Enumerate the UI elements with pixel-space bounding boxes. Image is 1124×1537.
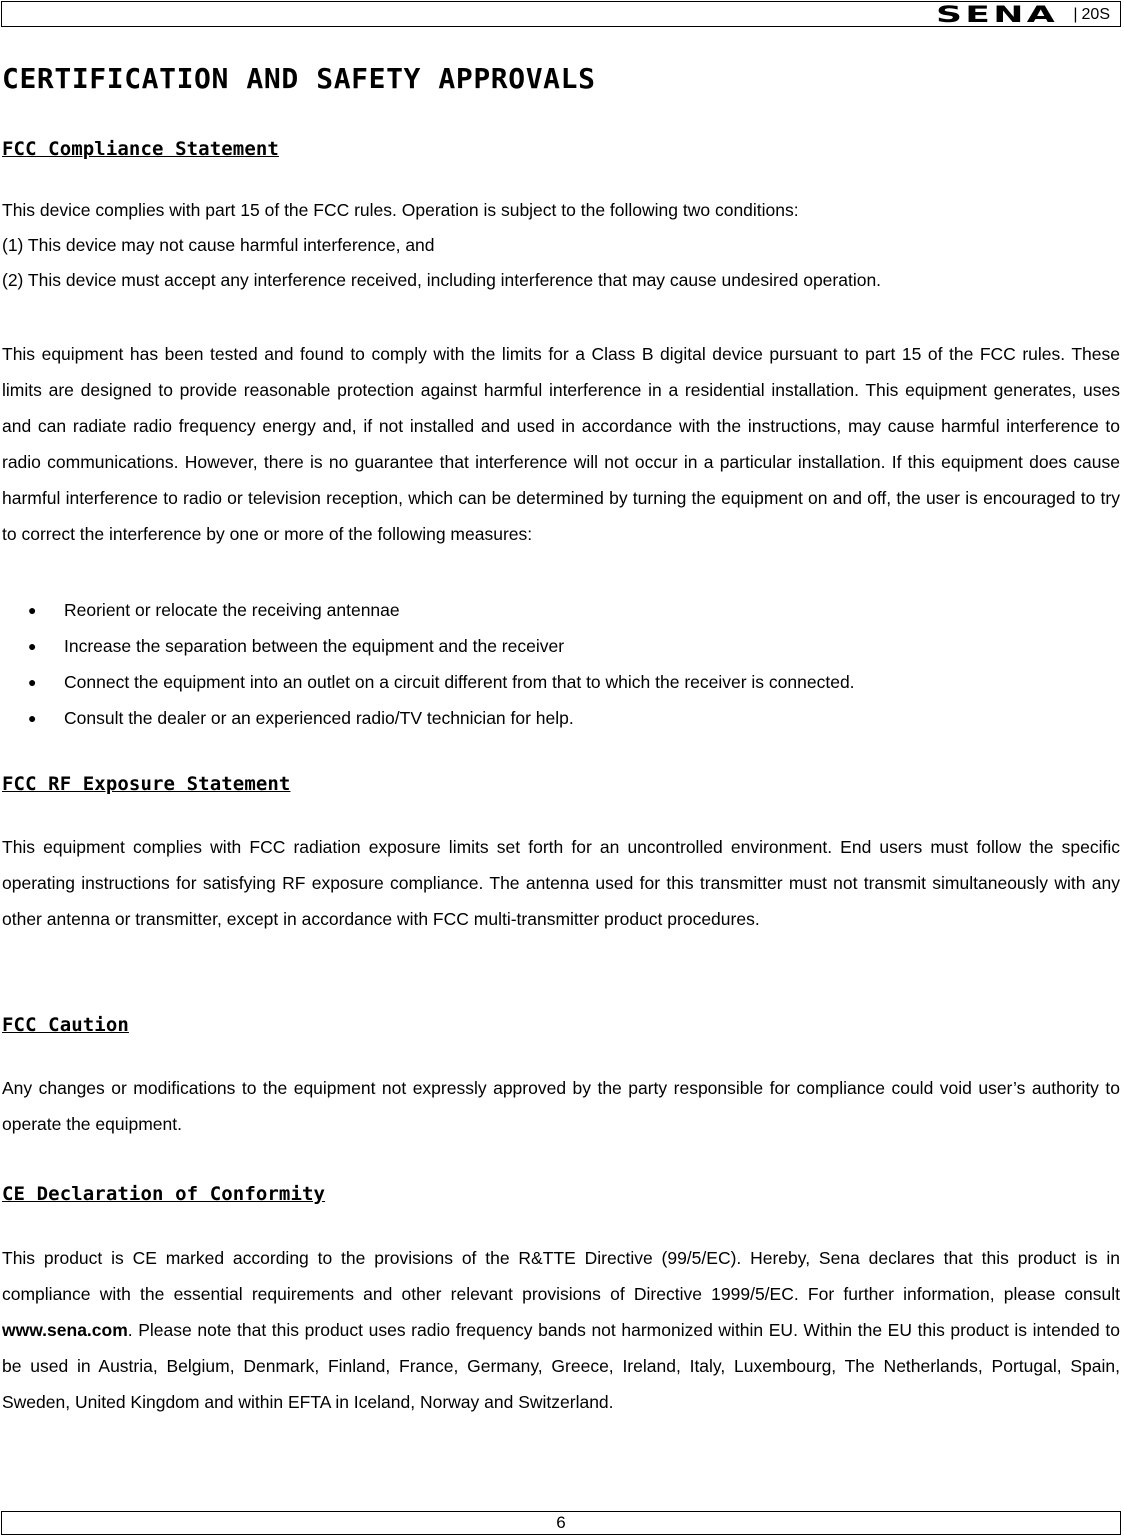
page-title: CERTIFICATION AND SAFETY APPROVALS (2, 62, 596, 95)
bullet-icon: ● (28, 710, 37, 726)
fcc-compliance-heading: FCC Compliance Statement (2, 138, 279, 160)
fcc-rf-body: This equipment complies with FCC radiation exposure limits set forth for an uncontrolled environment. End users must follow the specific operating instructions for satisfying RF exposure compliance. The antenna used for this transmitter must not transmit simultaneously with any other antenna or transmitter, except in accordance with FCC multi-transmitter product procedures. (2, 837, 1120, 929)
header-separator: | (1073, 6, 1078, 23)
measure-text: Increase the separation between the equipment and the receiver (64, 636, 565, 656)
page-header (1, 1, 1121, 27)
list-item (2, 700, 855, 736)
sena-website-link: www.sena.com (2, 1320, 128, 1340)
model-label (1073, 5, 1110, 25)
fcc-caution-body: Any changes or modifications to the equipment not expressly approved by the party responsible for compliance could void user’s authority to operate the equipment. (2, 1078, 1120, 1134)
fcc-rf-heading: FCC RF Exposure Statement (2, 773, 291, 795)
measure-text: Consult the dealer or an experienced radio/TV technician for help. (64, 708, 574, 728)
interference-measures-list (2, 592, 855, 736)
fcc-condition-2: (2) This device must accept any interference received, including interference that may cause undesired operation. (2, 270, 882, 290)
fcc-compliance-body: This equipment has been tested and found to comply with the limits for a Class B digital device pursuant to part 15 of the FCC rules. These limits are designed to provide reasonable protection against harmful interference in a residential installation. This equipment generates, uses and can radiate radio frequency energy and, if not installed and used in accordance with the instructions, may cause harmful interference to radio communications. However, there is no guarantee that interference will not occur in a particular installation. If this equipment does cause harmful interference to radio or television reception, which can be determined by turning the equipment on and off, the user is encouraged to try to correct the interference by one or more of the following measures: (2, 344, 1120, 544)
page-footer (1, 1511, 1121, 1535)
list-item (2, 628, 855, 664)
page-number: 6 (556, 1513, 566, 1532)
list-item (2, 592, 855, 628)
bullet-icon: ● (28, 602, 37, 618)
bullet-icon: ● (28, 674, 37, 690)
fcc-compliance-intro: This device complies with part 15 of the FCC rules. Operation is subject to the following two conditions: (2, 200, 799, 220)
ce-body-text: This product is CE marked according to the provisions of the R&TTE Directive (99/5/EC). Hereby, Sena declares that this product is in compliance with the essential requirements and other relevant provisions of Directive 1999/5/EC. For further information, please consult (2, 1248, 1120, 1304)
ce-heading: CE Declaration of Conformity (2, 1183, 326, 1205)
list-item (2, 664, 855, 700)
measure-text: Reorient or relocate the receiving antennae (64, 600, 400, 620)
sena-logo (936, 4, 1058, 24)
measure-text: Connect the equipment into an outlet on a circuit different from that to which the receiver is connected. (64, 672, 855, 692)
fcc-caution-heading: FCC Caution (2, 1014, 129, 1036)
ce-body-text-continued: . Please note that this product uses radio frequency bands not harmonized within EU. Within the EU this product is intended to be used in Austria, Belgium, Denmark, Finland, France, Germany, Greece, Ireland, Italy, Luxembourg, The Netherlands, Portugal, Spain, Sweden, United Kingdom and within EFTA in Iceland, Norway and Switzerland. (2, 1320, 1120, 1412)
fcc-condition-1: (1) This device may not cause harmful interference, and (2, 235, 435, 255)
svg-text:SENA: SENA (936, 4, 1058, 24)
ce-body (2, 1240, 1120, 1420)
model-name: 20S (1081, 6, 1110, 23)
bullet-icon: ● (28, 638, 37, 654)
